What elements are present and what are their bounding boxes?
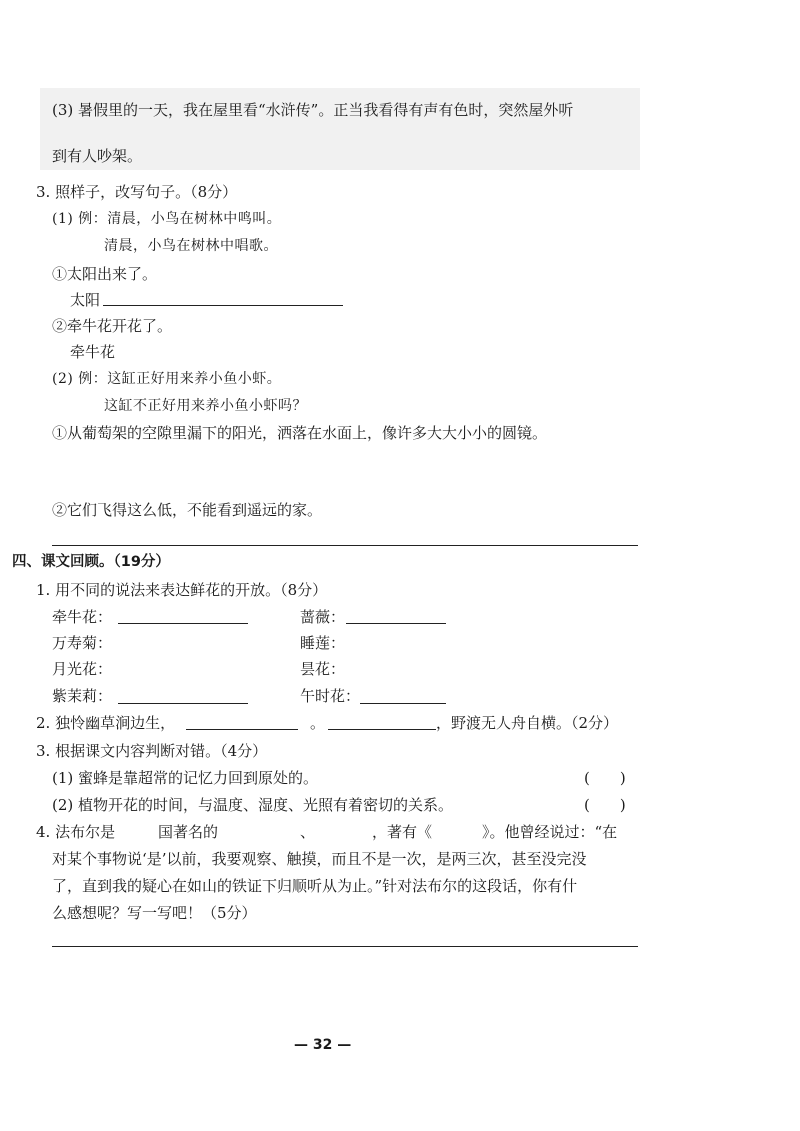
flower-answer-four-oclock[interactable]	[118, 703, 248, 704]
q3-sentence-2: ②牵牛花开花了。	[52, 317, 173, 335]
s4-q4-line-1-c: 、	[300, 823, 316, 841]
flower-answer-morning-glory[interactable]	[118, 623, 248, 624]
s4-q4-line-1-e: 》。他曾经说过：“在	[482, 823, 618, 841]
s4-q4-line-4: 么感想呢？写一写吧！（5分）	[52, 904, 257, 922]
q3-example-2-a: (2) 例：这缸正好用来养小鱼小虾。	[52, 371, 282, 387]
s4-q2-part-3: ，野渡无人舟自横。（2分）	[436, 714, 619, 732]
s4-q1-title: 1. 用不同的说法来表达鲜花的开放。（8分）	[36, 581, 328, 599]
s4-q4-line-1-d: ，著有《	[372, 823, 433, 841]
flower-label-marigold: 万寿菊：	[52, 634, 113, 652]
s4-q4-line-1-a: 4. 法布尔是	[36, 823, 116, 841]
q3-answer-1-line[interactable]	[103, 305, 343, 306]
s4-q2-blank-2[interactable]	[328, 729, 436, 730]
s4-q3-answer-bracket-2[interactable]: ( )	[584, 796, 626, 814]
q3-example-1-a: (1) 例：清晨，小鸟在树林中鸣叫。	[52, 211, 282, 227]
flower-label-four-oclock: 紫茉莉：	[52, 687, 113, 705]
q3-sentence-1: ①太阳出来了。	[52, 265, 158, 283]
q3-answer-1-prefix: 太阳	[70, 291, 101, 309]
s4-q3-answer-bracket-1[interactable]: ( )	[584, 769, 626, 787]
s4-q2-part-1: 2. 独怜幽草涧边生，	[36, 714, 176, 732]
q3-example-1-b: 清晨，小鸟在树林中唱歌。	[104, 238, 278, 254]
s4-q2-part-2: 。	[310, 714, 326, 732]
s4-q4-line-3: 了，直到我的疑心在如山的铁证下归顺听从为止。”针对法布尔的这段话，你有什	[52, 877, 578, 895]
q3-title: 3. 照样子，改写句子。（8分）	[36, 183, 238, 201]
item-3-line-2: 到有人吵架。	[52, 147, 143, 165]
s4-q4-line-1-b: 国著名的	[158, 823, 219, 841]
q3-sentence-4: ②它们飞得这么低，不能看到遥远的家。	[52, 501, 323, 519]
s4-q3-statement-2: (2) 植物开花的时间，与温度、湿度、光照有着密切的关系。	[52, 796, 454, 814]
page-number: — 32 —	[294, 1037, 352, 1053]
flower-label-morning-glory: 牵牛花：	[52, 608, 113, 626]
s4-q3-statement-1: (1) 蜜蜂是靠超常的记忆力回到原处的。	[52, 769, 319, 787]
q3-answer-4-line[interactable]	[52, 545, 638, 546]
q3-answer-2-prefix: 牵牛花	[70, 343, 116, 361]
s4-q2-blank-1[interactable]	[186, 729, 298, 730]
q3-example-2-b: 这缸不正好用来养小鱼小虾吗？	[104, 398, 307, 414]
s4-q4-line-2: 对某个事物说‘是’以前，我要观察、触摸，而且不是一次，是两三次，甚至没完没	[52, 850, 587, 868]
item-3-line-1: (3) 暑假里的一天，我在屋里看“水浒传”。正当我看得有声有色时，突然屋外听	[52, 101, 574, 119]
s4-q3-title: 3. 根据课文内容判断对错。（4分）	[36, 742, 268, 760]
flower-label-noon-flower: 午时花：	[300, 687, 361, 705]
flower-label-epiphyllum: 昙花：	[300, 660, 346, 678]
flower-answer-rose[interactable]	[346, 623, 446, 624]
flower-label-water-lily: 睡莲：	[300, 634, 346, 652]
q3-sentence-3: ①从葡萄架的空隙里漏下的阳光，洒落在水面上，像许多大大小小的圆镜。	[52, 424, 548, 442]
section-4-heading: 四、课文回顾。（19分）	[12, 554, 170, 570]
flower-label-rose: 蔷薇：	[300, 608, 346, 626]
s4-q4-answer-line[interactable]	[52, 946, 638, 947]
flower-answer-noon-flower[interactable]	[360, 703, 446, 704]
flower-label-moonflower: 月光花：	[52, 660, 113, 678]
